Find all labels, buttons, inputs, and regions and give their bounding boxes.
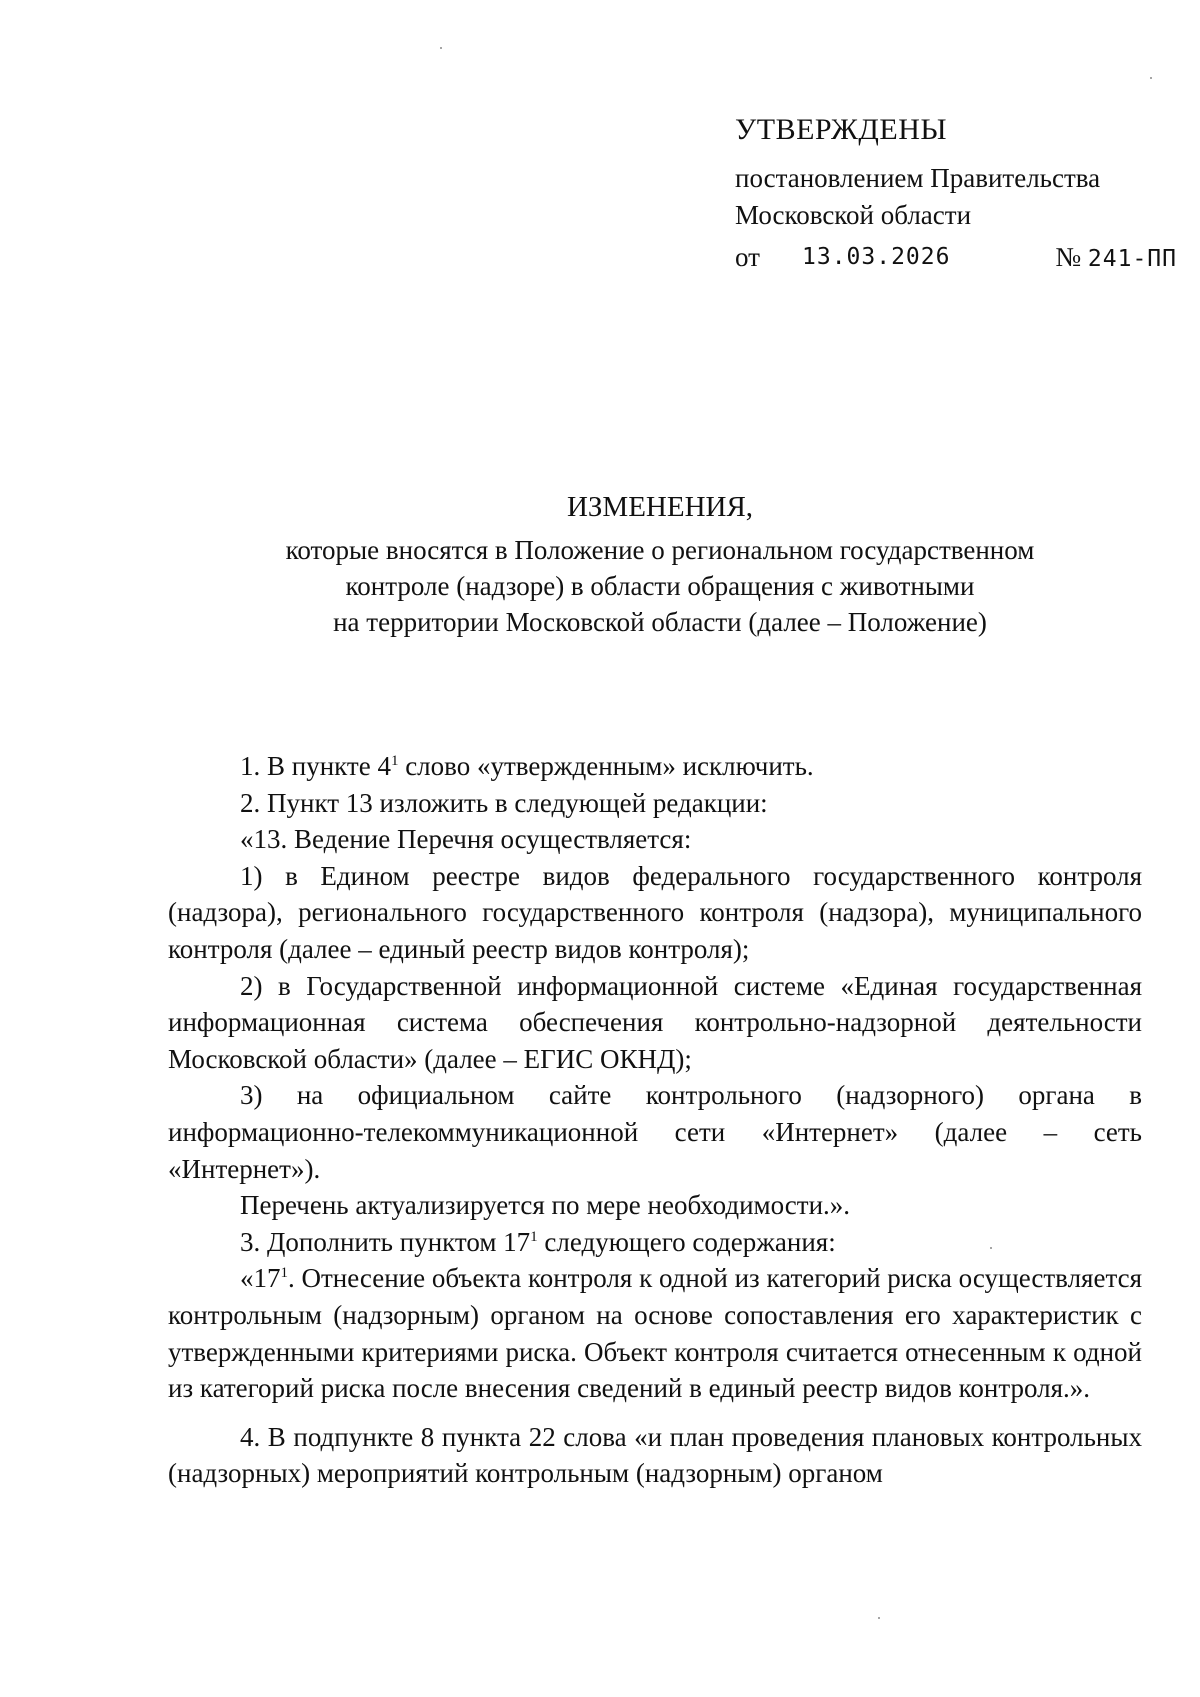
p8-text: 3. Дополнить пунктом 17 (240, 1226, 531, 1257)
scan-speck (440, 47, 442, 49)
heading-line-2: контроле (надзоре) в области обращения с животными (345, 571, 975, 601)
changes-heading (170, 488, 1150, 640)
p8-text-end: следующего содержания: (537, 1226, 836, 1257)
approval-block (735, 110, 1177, 277)
paragraph-9 (168, 1260, 1142, 1406)
date-prefix: от (735, 242, 760, 272)
heading-line-3: на территории Московской области (далее – Положение) (333, 607, 987, 637)
number-prefix: № (1055, 242, 1082, 272)
p9-text-end: . Отнесение объекта контроля к одной из категорий риска осуществляется контрольным (надзорным) органом на основе сопоставления его характеристик с утвержденными критериями риска. Объект контроля считается отнесенным к одной из категорий риска после внесения сведений в единый реестр видов контроля.». (168, 1263, 1142, 1404)
paragraph-2: 2. Пункт 13 изложить в следующей редакции: (240, 787, 768, 818)
paragraph-6: 3) на официальном сайте контрольного (надзорного) органа в информационно-телекоммуникационной сети «Интернет» (далее – сеть «Интернет»). (168, 1080, 1142, 1184)
paragraph-10: 4. В подпункте 8 пункта 22 слова «и план проведения плановых контрольных (надзорных) мероприятий контрольным (надзорным) органом (168, 1421, 1142, 1489)
scan-speck (878, 1617, 880, 1619)
p9-superscript: 1 (280, 1265, 288, 1282)
approval-date-row (735, 237, 1177, 277)
heading-line-1: которые вносятся в Положение о региональном государственном (285, 535, 1035, 565)
heading-title: ИЗМЕНЕНИЯ, (566, 491, 754, 523)
approval-number (1055, 237, 1177, 279)
approval-date: 13.03.2026 (802, 244, 951, 270)
paragraph-4: 1) в Едином реестре видов федерального государственного контроля (надзора), регионального государственного контроля (надзора), муниципального контроля (далее – единый реестр видов контроля); (168, 860, 1142, 964)
paragraph-7: Перечень актуализируется по мере необходимости.». (240, 1190, 851, 1221)
paragraph-1 (168, 748, 1142, 785)
paragraph-8 (168, 1224, 1142, 1261)
p1-superscript: 1 (390, 753, 399, 769)
document-body (168, 748, 1142, 1492)
scan-speck (1150, 77, 1152, 79)
paragraph-3: «13. Ведение Перечня осуществляется: (240, 824, 692, 855)
p9-text: «17 (240, 1263, 281, 1294)
approval-resolution-line: постановлением Правительства (735, 163, 1101, 193)
approval-region-line: Московской области (735, 200, 972, 230)
p8-superscript: 1 (530, 1228, 538, 1245)
approval-title: УТВЕРЖДЕНЫ (735, 113, 948, 146)
p1-text-end: слово «утвержденным» исключить. (398, 751, 814, 781)
paragraph-5: 2) в Государственной информационной системе «Единая государственная информационная система обеспечения контрольно-надзорной деятельности Московской области» (далее – ЕГИС ОКНД); (168, 970, 1142, 1074)
p1-text: 1. В пункте 4 (240, 751, 391, 781)
number-value: 241-ПП (1087, 246, 1177, 272)
